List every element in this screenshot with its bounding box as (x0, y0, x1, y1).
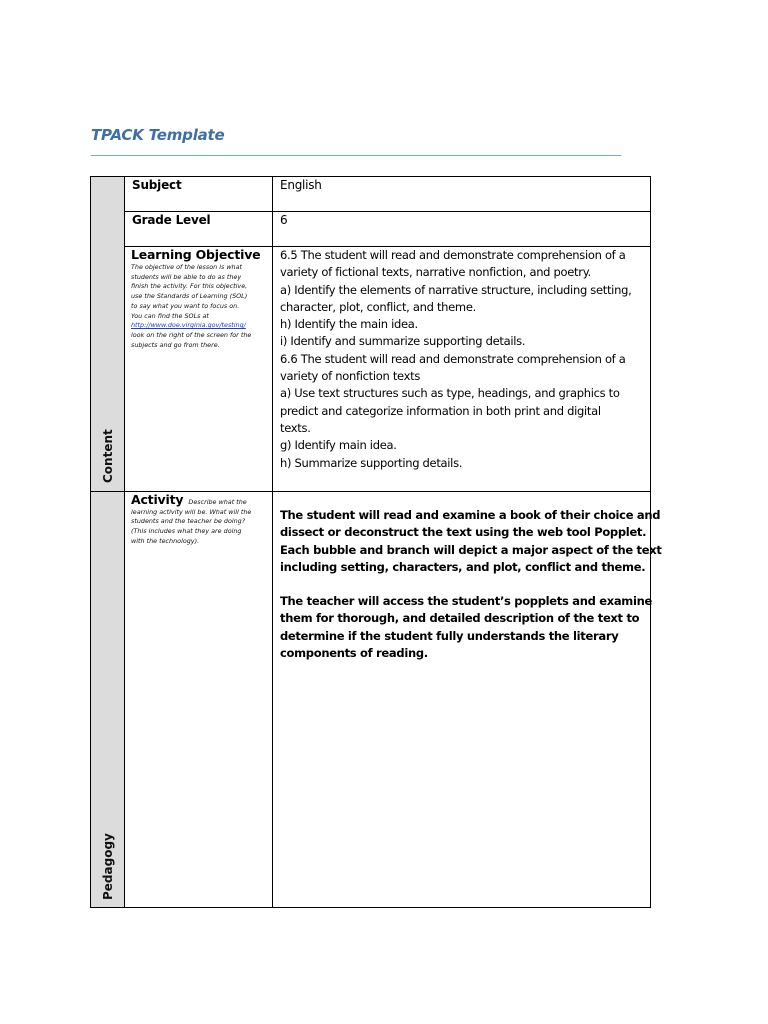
objective-value-cell (272, 246, 651, 492)
activity-text (273, 492, 662, 662)
activity-hint-line: students and the teacher be doing? (131, 517, 246, 526)
objective-line: variety of fictional texts, narrative nonfiction, and poetry. (280, 265, 591, 280)
objective-line: predict and categorize information in both print and digital (280, 403, 601, 418)
subject-label-cell (124, 176, 273, 212)
objective-hint (131, 263, 272, 350)
objective-text (273, 247, 650, 472)
activity-line: The teacher will access the student’s popplets and examine (280, 594, 653, 609)
grade-value: 6 (280, 213, 288, 227)
objective-line: a) Identify the elements of narrative structure, including setting, (280, 282, 632, 297)
objective-line: i) Identify and summarize supporting details. (280, 334, 526, 349)
activity-value-cell (272, 491, 662, 908)
objective-hint-line: finish the activity. For this objective, (131, 282, 248, 291)
pedagogy-section-cell (90, 491, 125, 908)
tpack-table (90, 176, 662, 908)
activity-line: including setting, characters, and plot, conflict and theme. (280, 559, 646, 574)
activity-hint-line: (This includes what they are doing (131, 527, 242, 536)
activity-line: determine if the student fully understands the literary (280, 628, 619, 643)
activity-line: them for thorough, and detailed description of the text to (280, 611, 640, 626)
activity-hint-line: with the technology). (131, 536, 200, 545)
pedagogy-section-label: Pedagogy (101, 833, 115, 900)
subject-value: English (280, 178, 322, 192)
objective-line: g) Identify main idea. (280, 438, 397, 453)
objective-line: h) Summarize supporting details. (280, 455, 463, 470)
activity-label-cell (124, 491, 273, 908)
objective-line: texts. (280, 420, 311, 435)
activity-hint-line: learning activity will be. What will the (131, 507, 252, 516)
objective-hint-line: The objective of the lesson is what (131, 263, 243, 271)
activity-line: dissect or deconstruct the text using the web tool Popplet. (280, 525, 647, 540)
activity-hint (131, 508, 272, 547)
activity-label: Activity (131, 492, 184, 507)
objective-hint-line: You can find the SOLs at (131, 311, 209, 320)
subject-label: Subject (132, 178, 182, 192)
grade-label: Grade Level (132, 213, 211, 227)
content-section-label: Content (101, 429, 115, 483)
subject-value-cell (272, 176, 651, 212)
grade-label-cell (124, 211, 273, 247)
title-underline (91, 155, 621, 156)
document-title: TPACK Template (91, 126, 225, 144)
grade-value-cell (272, 211, 651, 247)
objective-line: character, plot, conflict, and theme. (280, 299, 476, 314)
objective-line: variety of nonfiction texts (280, 369, 421, 384)
activity-hint-first: Describe what the (188, 498, 247, 506)
activity-line: The student will read and examine a book of their choice and (280, 508, 661, 522)
objective-hint-line: look on the right of the screen for the (131, 330, 252, 339)
objective-hint-line: students will be able to do as they (131, 272, 242, 281)
objective-label: Learning Objective (131, 247, 261, 262)
objective-line: 6.6 The student will read and demonstrate comprehension of a (280, 351, 626, 366)
activity-line: Each bubble and branch will depict a major aspect of the text (280, 542, 662, 557)
content-section-cell (90, 176, 125, 492)
objective-label-cell (124, 246, 273, 492)
objective-line: h) Identify the main idea. (280, 317, 418, 332)
activity-line: components of reading. (280, 646, 428, 661)
objective-hint-line: subjects and go from there. (131, 340, 220, 349)
objective-line: 6.5 The student will read and demonstrate comprehension of a (280, 248, 626, 262)
objective-hint-line: to say what you want to focus on. (131, 301, 240, 310)
objective-line: a) Use text structures such as type, headings, and graphics to (280, 386, 620, 401)
sol-link[interactable]: http://www.doe.virginia.gov/testing/ (131, 321, 246, 330)
objective-hint-line: use the Standards of Learning (SOL) (131, 292, 248, 301)
